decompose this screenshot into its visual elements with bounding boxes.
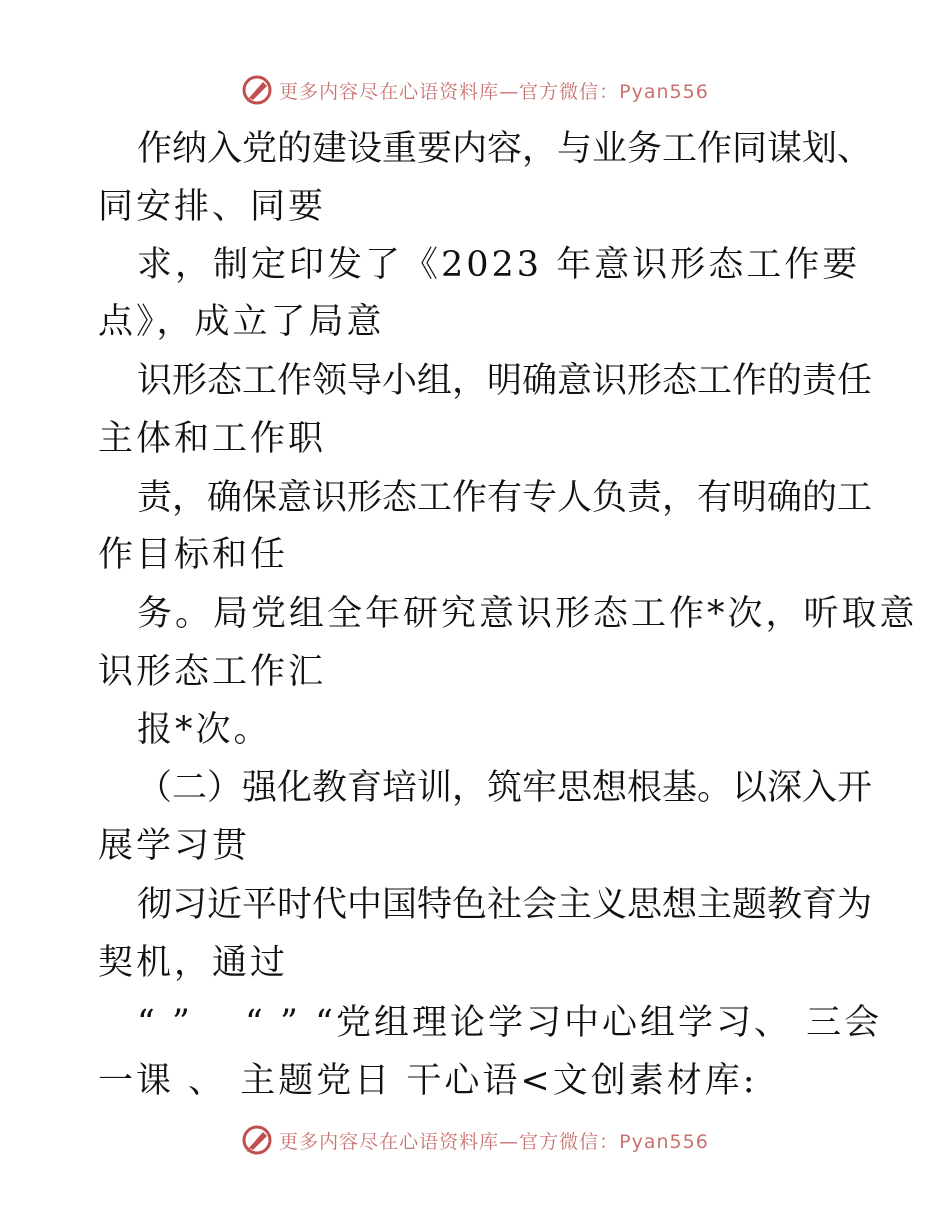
header-banner (0, 70, 950, 110)
text-line: 契机，通过 (98, 943, 289, 983)
text-line: 责，确保意识形态工作有专人负责，有明确的工 (137, 478, 873, 518)
text-line: 识形态工作领导小组，明确意识形态工作的责任 (137, 361, 873, 401)
pen-logo-icon (241, 1124, 273, 1156)
text-line: 同安排、同要 (98, 187, 327, 227)
text-line: 彻习近平时代中国特色社会主义思想主题教育为 (137, 885, 873, 925)
header-banner-text: 更多内容尽在心语资料库—官方微信：Pyan556 (279, 80, 709, 103)
text-line: 报*次。 (137, 710, 272, 750)
text-line: 作纳入党的建设重要内容，与业务工作同谋划、 (137, 129, 873, 169)
footer-banner-text: 更多内容尽在心语资料库—官方微信：Pyan556 (279, 1130, 709, 1153)
text-line: 作目标和任 (98, 535, 289, 575)
section-heading-line: （二）强化教育培训，筑牢思想根基。以深入开 (137, 768, 873, 808)
pen-logo-icon (241, 74, 273, 106)
text-line: 主体和工作职 (98, 419, 327, 459)
text-line: 一课 、 主题党日 干心语<文创素材库: (98, 1061, 758, 1101)
text-line: 展学习贯 (98, 826, 251, 866)
text-line: “ ” “ ” “党组理论学习中心组学习、 三会 (137, 1003, 883, 1043)
text-line: 务。局党组全年研究意识形态工作*次，听取意 (137, 594, 918, 634)
text-line: 识形态工作汇 (98, 652, 327, 692)
text-line: 求，制定印发了《2023 年意识形态工作要 (137, 245, 861, 285)
text-line: 点》，成立了局意 (98, 302, 385, 342)
footer-banner (0, 1120, 950, 1160)
